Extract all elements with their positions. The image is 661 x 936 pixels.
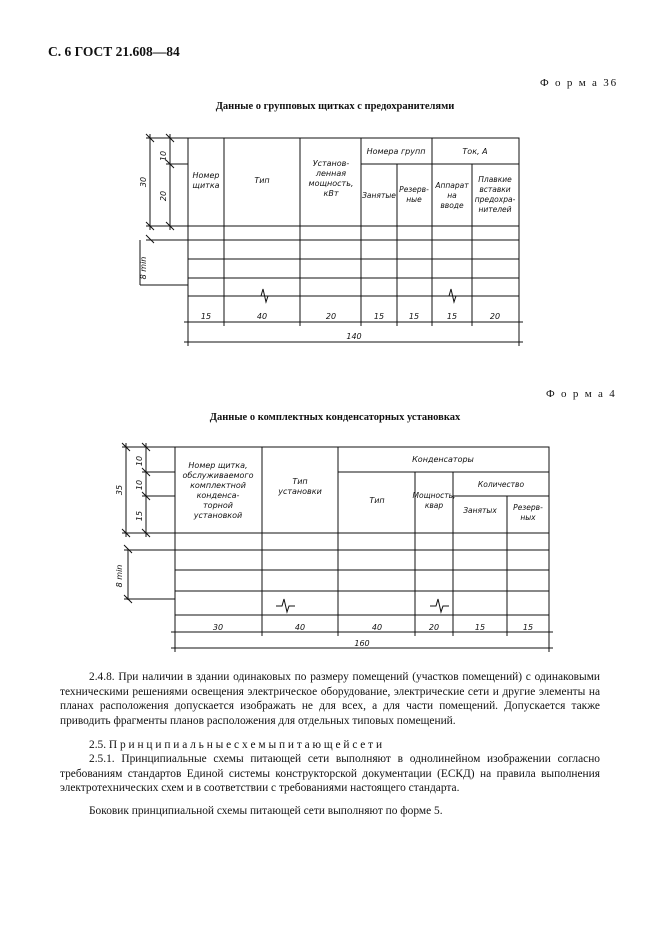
form36-col-current: Ток, А	[462, 147, 488, 156]
form36-width-1: 15	[200, 312, 212, 321]
form36-col-fuse: Плавкие вставки предохра-нителей	[474, 175, 516, 214]
form36-width-6: 15	[446, 312, 458, 321]
form4-width-5: 15	[474, 623, 486, 632]
form36-width-4: 15	[373, 312, 385, 321]
form4-dim-15: 15	[135, 510, 144, 522]
form36-width-2: 40	[256, 312, 268, 321]
form4-col-quantity: Количество	[477, 480, 525, 489]
form4-dim-35: 35	[115, 484, 124, 496]
form36-width-5: 15	[408, 312, 420, 321]
form4-table	[0, 430, 661, 660]
page-header: С. 6 ГОСТ 21.608—84	[48, 44, 180, 59]
form4-dim-rows: 8 min	[115, 564, 124, 588]
form4-width-3: 40	[371, 623, 383, 632]
form36-col-apparat: Аппарат на вводе	[435, 181, 469, 210]
form4-width-2: 40	[294, 623, 306, 632]
form4-col-reserve: Резерв-ных	[513, 503, 543, 522]
form36-dim-rows: 8 min	[139, 256, 148, 280]
form36-title: Данные о групповых щитках с предохранителями	[215, 101, 455, 112]
form4-col-type: Тип установки	[278, 477, 322, 496]
form4-col-type2: Тип	[369, 496, 385, 505]
form36-dim-10: 10	[159, 150, 168, 162]
paragraph-2-5-1: 2.5.1. Принципиальные схемы питающей сети выполняют в однолинейном изображении согласно требованиям стандартов Единой системы конструкторской документации (ЕСКД) на правила выполнения электротехнических схем и в соответствии с требованиями настоящего стандарта.	[60, 753, 600, 795]
paragraph-2-4-8: 2.4.8. При наличии в здании одинаковых по размеру помещений (участков помещений) с одинаковыми техническими решениями освещения электрическое оборудование, электрические сети и другие элементы на планах расположения допускается изображать не для всех, а для части помещений. Допускается также приводить фрагменты планов расположения для отдельных типовых помещений.	[60, 671, 600, 727]
form36-width-3: 20	[325, 312, 337, 321]
form36-table	[0, 0, 661, 360]
form4-label: Ф о р м а 4	[546, 388, 617, 400]
form36-label: Ф о р м а 36	[540, 77, 618, 89]
section-heading-2-5: 2.5. П р и н ц и п и а л ь н ы е с х е м ы п и т а ю щ е й с е т и	[89, 739, 383, 751]
form36-col-groups: Номера групп	[366, 147, 426, 156]
form4-col-number: Номер щитка, обслуживаемого комплектной конденса-торной установкой	[182, 461, 254, 520]
form36-width-7: 20	[489, 312, 501, 321]
form36-col-number: Номер щитка	[192, 171, 220, 190]
form4-width-4: 20	[428, 623, 440, 632]
form36-col-power: Установ-ленная мощность, кВт	[308, 159, 354, 198]
paragraph-bokovik: Боковик принципиальной схемы питающей сети выполняют по форме 5.	[89, 805, 443, 817]
form36-col-type: Тип	[254, 176, 270, 185]
form36-dim-30: 30	[139, 176, 148, 188]
form36-dim-20: 20	[159, 190, 168, 202]
form4-total-width: 160	[354, 639, 370, 648]
form36-col-reserve: Резерв-ные	[399, 185, 429, 204]
form36-total-width: 140	[346, 332, 362, 341]
form36-col-busy: Занятые	[362, 191, 396, 200]
form4-col-power: Мощность, квар	[412, 491, 456, 510]
form4-width-6: 15	[522, 623, 534, 632]
form4-title: Данные о комплектных конденсаторных установках	[209, 412, 461, 423]
form4-col-busy: Занятых	[463, 506, 497, 515]
form4-dim-10b: 10	[135, 479, 144, 491]
form4-dim-10a: 10	[135, 455, 144, 467]
form4-width-1: 30	[212, 623, 224, 632]
form4-col-capacitors: Конденсаторы	[412, 455, 474, 464]
